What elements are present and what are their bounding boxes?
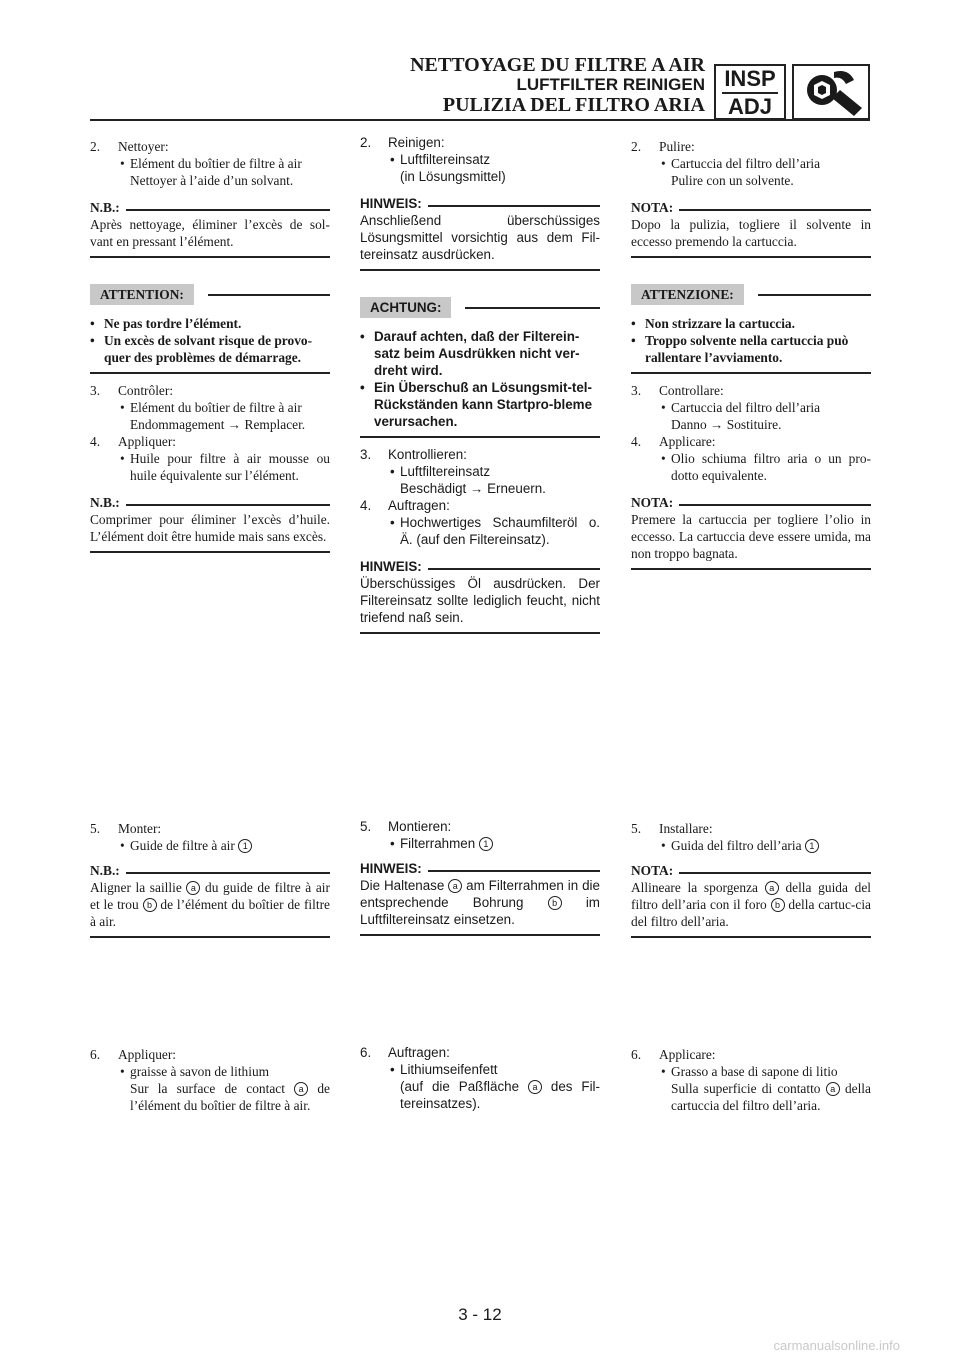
note-part: Aligner la saillie: [90, 880, 182, 895]
watermark: carmanualsonline.info: [773, 1338, 900, 1353]
callout-1: 1: [479, 837, 493, 851]
note-header: [360, 195, 600, 212]
step-item: • graisse à savon de lithium Sur la surface de contact a de l’élément du boîtier de filtre à air.: [120, 1064, 330, 1113]
step-3-it: [631, 382, 871, 399]
note-part: della guida del filtro dell’aria con il foro: [631, 880, 872, 912]
note-label: NOTA:: [631, 200, 674, 215]
step-2-fr: [90, 138, 330, 155]
title-it: PULIZIA DEL FILTRO ARIA: [442, 94, 705, 116]
note-label: NOTA:: [631, 863, 674, 878]
note-label: N.B.:: [90, 200, 120, 215]
callout-a: a: [186, 881, 200, 895]
step-detail: Pulire con un solvente.: [671, 173, 794, 188]
step-item: • Hochwertiges Schaumfilteröl o. Ä. (auf den Filtereinsatz).: [390, 515, 600, 547]
note-rule: [631, 568, 871, 570]
note-rule: [90, 551, 330, 553]
step-6-fr-block: [90, 1046, 330, 1114]
note-label: N.B.:: [90, 863, 120, 878]
step-title: Applicare:: [659, 1047, 716, 1062]
note-text: Überschüssiges Öl ausdrücken. Der Filtereinsatz sollte lediglich feucht, nicht triefend naß sein.: [360, 576, 600, 625]
caution-item: • Ein Überschuß an Lösungsmit-tel-Rückständen kann Startpro-bleme verursachen.: [360, 380, 593, 429]
step-item-text: Grasso a base di sapone di litio: [671, 1064, 838, 1079]
step-detail: Sur la surface de contact: [130, 1081, 285, 1096]
caution-label: ATTENTION:: [90, 284, 194, 305]
note-header: [360, 558, 600, 575]
note-rule: [360, 269, 600, 271]
step-detail: (in Lösungsmittel): [400, 169, 506, 184]
step-number: 5.: [90, 821, 101, 836]
caution-item: • Troppo solvente nella cartuccia può rallentare l’avviamento.: [631, 333, 849, 365]
step-detail: Sulla superficie di contatto: [671, 1081, 821, 1096]
note-label: N.B.:: [90, 495, 120, 510]
note-header: [631, 199, 871, 216]
callout-a: a: [294, 1082, 308, 1096]
caution-text: Un excès de solvant risque de provo-quer des problèmes de démarrage.: [104, 333, 313, 365]
step-item-text: Guida del filtro dell’aria: [671, 838, 802, 853]
caution-list: [631, 315, 871, 366]
step-number: 5.: [631, 821, 642, 836]
badge-bottom: ADJ: [727, 94, 772, 119]
step-item: • Lithiumseifenfett (auf die Paßfläche a des Fil-tereinsatzes).: [390, 1062, 600, 1111]
step-5-it: [631, 820, 871, 837]
step-item: • Cartuccia del filtro dell’aria Pulire con un solvente.: [631, 155, 871, 189]
step-2-de: [360, 134, 600, 151]
step-item-text: Elément du boîtier de filtre à air: [130, 156, 302, 171]
caution-list: [360, 328, 600, 430]
column-fr-top: [90, 138, 330, 553]
step-title: Applicare:: [659, 434, 716, 449]
callout-b: b: [548, 896, 562, 910]
step-item: • Filterrahmen 1: [360, 835, 600, 852]
column-it-top: [631, 138, 871, 570]
step-detail: Danno → Sostituire.: [671, 417, 782, 432]
note-part: della cartuc-cia del filtro dell’aria.: [631, 897, 871, 929]
caution-text: Ein Überschuß an Lösungsmit-tel-Rückständen kann Startpro-bleme verursachen.: [374, 380, 593, 429]
step-title: Pulire:: [659, 139, 695, 154]
callout-b: b: [143, 898, 157, 912]
note-label: HINWEIS:: [360, 196, 422, 211]
step-item-text: Luftfiltereinsatz: [400, 464, 491, 479]
step-detail: des Fil-tereinsatzes).: [400, 1079, 600, 1111]
note-text: Dopo la pulizia, togliere il solvente in eccesso premendo la cartuccia.: [631, 217, 871, 249]
step-5-it-block: [631, 820, 871, 938]
step-title: Contrôler:: [118, 383, 174, 398]
note-rule: [631, 256, 871, 258]
page-header: [410, 55, 705, 115]
callout-1: 1: [805, 839, 819, 853]
caution-text: Darauf achten, daß der Filterein-satz beim Ausdrükken nicht ver-dreht wird.: [374, 329, 580, 378]
step-number: 4.: [90, 434, 101, 449]
step-5-de-block: [360, 818, 600, 936]
step-6-de-block: [360, 1044, 600, 1112]
caution-item: • Darauf achten, daß der Filterein-satz beim Ausdrükken nicht ver-dreht wird.: [360, 329, 580, 378]
callout-a: a: [528, 1080, 542, 1094]
note-part: Die Haltenase: [360, 878, 445, 893]
caution-item: • Ne pas tordre l’élément.: [90, 316, 242, 331]
note-label: HINWEIS:: [360, 861, 422, 876]
step-detail: Endommagement → Remplacer.: [130, 417, 306, 432]
step-2-it: [631, 138, 871, 155]
note-rule: [360, 632, 600, 634]
step-number: 6.: [360, 1045, 372, 1060]
caution-header: [360, 297, 600, 318]
step-number: 3.: [631, 383, 642, 398]
step-number: 2.: [90, 139, 101, 154]
step-3-de: [360, 446, 600, 463]
step-detail: de l’élément du boîtier de filtre à air.: [130, 1081, 330, 1113]
step-number: 3.: [90, 383, 101, 398]
header-rule: [90, 119, 870, 121]
step-item-text: Luftfiltereinsatz: [400, 152, 491, 167]
step-6-fr: [90, 1046, 330, 1063]
step-item: • Elément du boîtier de filtre à air Nettoyer à l’aide d’un solvant.: [90, 155, 330, 189]
note-rule: [90, 936, 330, 938]
step-title: Controllare:: [659, 383, 724, 398]
step-title: Montieren:: [388, 819, 452, 834]
step-item: • Guide de filtre à air 1: [90, 837, 330, 854]
step-item-text: Elément du boîtier de filtre à air: [130, 400, 302, 415]
note-label: NOTA:: [631, 495, 674, 510]
step-title: Appliquer:: [118, 434, 177, 449]
callout-a: a: [826, 1082, 840, 1096]
step-6-it-block: [631, 1046, 871, 1114]
note-text: Anschließend überschüssiges Lösungsmittel vorsichtig aus dem Fil-tereinsatz ausdrücken.: [360, 213, 600, 262]
step-item-text: Cartuccia del filtro dell’aria: [671, 156, 821, 171]
step-item-text: Filterrahmen: [400, 836, 476, 851]
caution-item: • Un excès de solvant risque de provo-quer des problèmes de démarrage.: [90, 333, 313, 365]
caution-label: ATTENZIONE:: [631, 284, 744, 305]
note-rule: [631, 936, 871, 938]
column-de-top: [360, 134, 600, 634]
step-number: 5.: [360, 819, 372, 834]
step-item: • Grasso a base di sapone di litio Sulla superficie di contatto a della cartuccia del filtro dell’aria.: [661, 1064, 871, 1113]
note-header: [90, 862, 330, 879]
step-item: • Luftfiltereinsatz (in Lösungsmittel): [360, 151, 600, 185]
step-item: • Huile pour filtre à air mousse ou huile équivalente sur l’élément.: [120, 451, 330, 483]
step-3-fr: [90, 382, 330, 399]
step-item-text: Lithiumseifenfett: [400, 1062, 498, 1077]
step-detail: Beschädigt → Erneuern.: [400, 481, 546, 496]
note-part: Allineare la sporgenza: [631, 880, 758, 895]
step-title: Kontrollieren:: [388, 447, 467, 462]
step-detail: (auf die Paßfläche: [400, 1079, 520, 1094]
note-part: du guide de filtre à air et le trou: [90, 880, 330, 912]
step-5-de: [360, 818, 600, 835]
step-4-fr: [90, 433, 330, 450]
note-text: Après nettoyage, éliminer l’excès de sol-vant en pressant l’élément.: [90, 217, 330, 249]
step-item-text: graisse à savon de lithium: [130, 1064, 270, 1079]
step-title: Installare:: [659, 821, 713, 836]
step-number: 4.: [360, 498, 372, 513]
step-5-fr-block: [90, 820, 330, 938]
step-title: Reinigen:: [388, 135, 445, 150]
step-title: Nettoyer:: [118, 139, 169, 154]
callout-a: a: [765, 881, 779, 895]
caution-rule: [90, 372, 330, 374]
step-title: Auftragen:: [388, 1045, 450, 1060]
step-number: 6.: [90, 1047, 101, 1062]
step-item: • Guida del filtro dell’aria 1: [631, 837, 871, 854]
note-text: [631, 879, 871, 930]
caution-header: [631, 284, 871, 305]
note-text: [360, 877, 600, 928]
note-text: Comprimer pour éliminer l’excès d’huile. L’élément doit être humide mais sans excès.: [90, 512, 330, 544]
note-label: HINWEIS:: [360, 559, 422, 574]
caution-item: • Non strizzare la cartuccia.: [631, 316, 795, 331]
step-item-text: Cartuccia del filtro dell’aria: [671, 400, 821, 415]
note-header: [90, 494, 330, 511]
step-item: • Luftfiltereinsatz Beschädigt → Erneuern.: [360, 463, 600, 497]
callout-1: 1: [238, 839, 252, 853]
note-header: [631, 494, 871, 511]
note-header: [631, 862, 871, 879]
step-4-de: [360, 497, 600, 514]
step-title: Appliquer:: [118, 1047, 177, 1062]
badge-top: INSP: [724, 66, 776, 91]
note-text: [90, 879, 330, 930]
note-header: [90, 199, 330, 216]
caution-header: [90, 284, 330, 305]
title-fr: NETTOYAGE DU FILTRE A AIR: [410, 54, 705, 76]
step-title: Monter:: [118, 821, 162, 836]
step-6-de: [360, 1044, 600, 1061]
caution-text: Non strizzare la cartuccia.: [645, 316, 795, 331]
step-number: 2.: [360, 135, 372, 150]
step-detail: della cartuccia del filtro dell’aria.: [671, 1081, 871, 1113]
note-part: am Filterrahmen in die entsprechende Bohrung: [360, 878, 600, 910]
step-detail: Nettoyer à l’aide d’un solvant.: [130, 173, 294, 188]
caution-list: [90, 315, 330, 366]
wrench-icon: [792, 64, 870, 120]
step-number: 4.: [631, 434, 642, 449]
callout-b: b: [771, 898, 785, 912]
step-item-text: Huile pour filtre à air mousse ou huile équivalente sur l’élément.: [130, 451, 330, 483]
note-part: de l’élément du boîtier de filtre à air.: [90, 897, 330, 929]
step-5-fr: [90, 820, 330, 837]
step-item: • Elément du boîtier de filtre à air Endommagement → Remplacer.: [90, 399, 330, 433]
step-item-text: Guide de filtre à air: [130, 838, 235, 853]
insp-adj-badge: [714, 64, 786, 120]
page-number: 3 - 12: [458, 1305, 502, 1324]
step-number: 3.: [360, 447, 372, 462]
note-rule: [90, 256, 330, 258]
caution-rule: [360, 436, 600, 438]
note-rule: [360, 934, 600, 936]
title-de: LUFTFILTER REINIGEN: [516, 75, 705, 94]
caution-label: ACHTUNG:: [360, 297, 451, 318]
step-item-text: Hochwertiges Schaumfilteröl o. Ä. (auf den Filtereinsatz).: [400, 515, 600, 547]
step-title: Auftragen:: [388, 498, 450, 513]
step-6-it: [631, 1046, 871, 1063]
step-item: • Olio schiuma filtro aria o un pro-dotto equivalente.: [661, 451, 871, 483]
step-number: 6.: [631, 1047, 642, 1062]
note-header: [360, 860, 600, 877]
step-number: 2.: [631, 139, 642, 154]
step-item-text: Olio schiuma filtro aria o un pro-dotto equivalente.: [671, 451, 871, 483]
callout-a: a: [448, 879, 462, 893]
step-item: • Cartuccia del filtro dell’aria Danno → Sostituire.: [631, 399, 871, 433]
note-text: Premere la cartuccia per togliere l’olio in eccesso. La cartuccia deve essere umida, ma non troppo bagnata.: [631, 512, 871, 561]
step-4-it: [631, 433, 871, 450]
caution-text: Troppo solvente nella cartuccia può rallentare l’avviamento.: [645, 333, 849, 365]
caution-text: Ne pas tordre l’élément.: [104, 316, 242, 331]
caution-rule: [631, 372, 871, 374]
note-part: im Luftfiltereinsatz einsetzen.: [360, 895, 600, 927]
